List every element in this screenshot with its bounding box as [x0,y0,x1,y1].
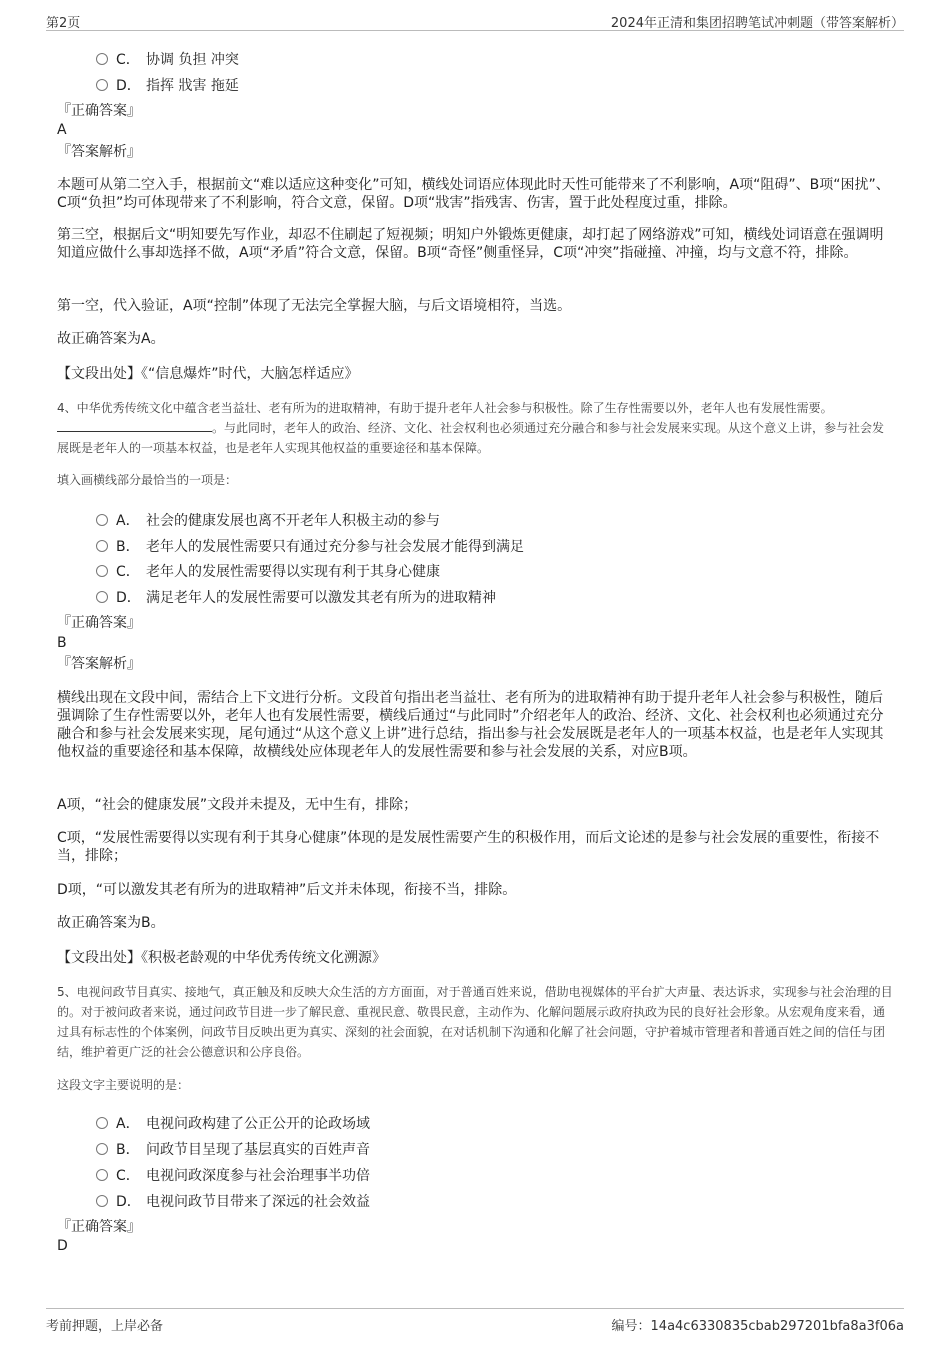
q5-option-a[interactable]: A． 电视问政构建了公正公开的论政场域 [96,1113,370,1133]
q4-answer: B [57,635,67,651]
q5-option-d[interactable]: D． 电视问政节目带来了深远的社会效益 [96,1191,370,1211]
q3-analysis-para: 第一空，代入验证，A项“控制”体现了无法完全掌握大脑，与后文语境相符，当选。 [57,298,572,314]
radio-icon[interactable] [96,565,108,577]
q3-source: 【文段出处】《“信息爆炸”时代，大脑怎样适应》 [57,366,359,382]
q3-analysis-para: 故正确答案为A。 [57,331,165,347]
q3-answer: A [57,122,67,138]
q4-analysis-label: 『答案解析』 [57,656,141,672]
q4-option-a[interactable]: A． 社会的健康发展也离不开老年人积极主动的参与 [96,510,440,530]
q3-option-c[interactable]: C． 协调 负担 冲突 [96,49,239,69]
q3-answer-label: 『正确答案』 [57,103,141,119]
q4-analysis-para: 故正确答案为B。 [57,915,165,931]
q5-answer-label: 『正确答案』 [57,1219,141,1235]
q4-stem: 4、中华优秀传统文化中蕴含老当益壮、老有所为的进取精神，有助于提升老年人社会参与积极性。除了生存性需要以外，老年人也有发展性需要。。与此同时，老年人的政治、经济、文化、社会权利也必须通过充分融合和参与社会发展来实现。从这个意义上讲，参与社会发展既是老年人的一项基本权益，也是老年人实现其他权益的重要途径和基本保障。 [57,401,885,455]
page-footer [46,1308,904,1334]
document-title: 2024年正清和集团招聘笔试冲刺题（带答案解析） [610,16,904,31]
q3-analysis-para: 第三空，根据后文“明知要先写作业，却忍不住刷起了短视频；明知户外锻炼更健康，却打起了网络游戏”可知，横线处词语意在强调明知道应做什么事却选择不做，A项“矛盾”符合文意，保留。B项“奇怪”侧重怪异，C项“冲突”指碰撞、冲撞，均与文意不符，排除。 [57,227,884,261]
radio-icon[interactable] [96,1117,108,1129]
q3-analysis-para: 本题可从第二空入手，根据前文“难以适应这种变化”可知，横线处词语应体现此时天性可能带来了不利影响，A项“阻碍”、B项“困扰”、C项“负担”均可体现带来了不利影响，符合文意，保留。D项“戕害”指残害、伤害，置于此处程度过重，排除。 [57,177,890,211]
radio-icon[interactable] [96,1195,108,1207]
document-code: 编号：14a4c6330835cbab297201bfa8a3f06a [611,1319,904,1334]
page-number: 第2页 [46,16,81,31]
q4-analysis-para: D项，“可以激发其老有所为的进取精神”后文并未体现，衔接不当，排除。 [57,882,517,898]
radio-icon[interactable] [96,79,108,91]
fill-blank [57,419,212,432]
page-header [46,8,904,31]
q4-source: 【文段出处】《积极老龄观的中华优秀传统文化溯源》 [57,950,386,966]
footer-slogan: 考前押题，上岸必备 [46,1319,164,1334]
radio-icon[interactable] [96,53,108,65]
q4-option-b[interactable]: B． 老年人的发展性需要只有通过充分参与社会发展才能得到满足 [96,536,524,556]
radio-icon[interactable] [96,1169,108,1181]
radio-icon[interactable] [96,591,108,603]
q4-option-c[interactable]: C． 老年人的发展性需要得以实现有利于其身心健康 [96,561,440,581]
q3-option-d[interactable]: D． 指挥 戕害 拖延 [96,75,239,95]
q4-option-d[interactable]: D． 满足老年人的发展性需要可以激发其老有所为的进取精神 [96,587,496,607]
q4-answer-label: 『正确答案』 [57,615,141,631]
q4-prompt: 填入画横线部分最恰当的一项是： [57,473,238,487]
q5-prompt: 这段文字主要说明的是： [57,1078,190,1092]
q5-option-c[interactable]: C． 电视问政深度参与社会治理事半功倍 [96,1165,370,1185]
radio-icon[interactable] [96,1143,108,1155]
radio-icon[interactable] [96,514,108,526]
q5-answer: D [57,1238,68,1254]
q5-option-b[interactable]: B． 问政节目呈现了基层真实的百姓声音 [96,1139,370,1159]
radio-icon[interactable] [96,540,108,552]
q3-analysis-label: 『答案解析』 [57,144,141,160]
q5-stem: 5、电视问政节目真实、接地气，真正触及和反映大众生活的方方面面，对于普通百姓来说，借助电视媒体的平台扩大声量、表达诉求，实现参与社会治理的目的。对于被问政者来说，通过问政节目进一步了解民意、重视民意、敬畏民意，主动作为、化解问题展示政府执政为民的良好社会形象。从宏观角度来看，通过具有标志性的个体案例，问政节目反映出更为真实、深刻的社会面貌，在对话机制下沟通和化解了社会问题，守护着城市管理者和普通百姓之间的信任与团结，维护着更广泛的社会公德意识和公序良俗。 [57,985,893,1059]
q4-analysis-para: C项，“发展性需要得以实现有利于其身心健康”体现的是发展性需要产生的积极作用，而后文论述的是参与社会发展的重要性，衔接不当，排除； [57,830,880,864]
q4-analysis-para: 横线出现在文段中间，需结合上下文进行分析。文段首句指出老当益壮、老有所为的进取精神有助于提升老年人社会参与积极性，随后强调除了生存性需要以外，老年人也有发展性需要，横线后通过“与此同时”介绍老年人的政治、经济、文化、社会权利也必须通过充分融合和参与社会发展来实现，尾句通过“从这个意义上讲”进行总结，指出参与社会发展既是老年人的一项基本权益，也是老年人实现其他权益的重要途径和基本保障，故横线处应体现老年人的发展性需要和参与社会发展的关系，对应B项。 [57,690,884,760]
q4-analysis-para: A项，“社会的健康发展”文段并未提及，无中生有，排除； [57,797,418,813]
